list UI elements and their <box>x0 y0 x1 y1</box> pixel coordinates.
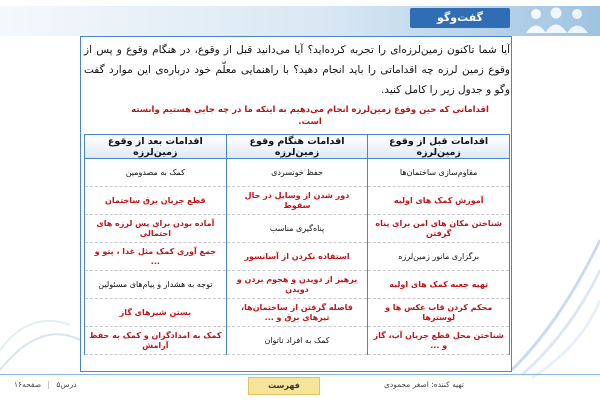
table-cell: شناختن محل قطع جریان آب، گاز و ... <box>368 327 510 355</box>
red-note: اقداماتی که حین وقوع زمین‌لرزه انجام می‌دهیم به اینکه ما در چه جایی هستیم وابسته است. <box>131 105 489 127</box>
author-credit: تهیه کننده: اصغر محمودی <box>384 380 464 389</box>
header-before: اقدامات قبل از وقوع زمین‌لرزه <box>368 135 510 159</box>
table-cell: دور شدن از وسایل در حال سقوط <box>226 187 368 215</box>
table-cell: کمک به افراد ناتوان <box>226 327 368 355</box>
table-cell: آموزش کمک های اولیه <box>368 187 510 215</box>
table-header-row <box>85 135 510 159</box>
table-cell: حفظ خونسردی <box>226 159 368 187</box>
people-icon <box>522 6 592 34</box>
footer-divider <box>0 374 600 375</box>
page-label: صفحه۱۶ <box>14 380 42 389</box>
table-cell: آماده بودن برای پس لرزه های احتمالی <box>85 215 227 243</box>
table-cell: قطع جریان برق ساختمان <box>85 187 227 215</box>
table-cell: پرهیز از دویدن و هجوم بردن و دویدن <box>226 271 368 299</box>
table-cell: تهیه جعبه کمک های اولیه <box>368 271 510 299</box>
table-cell: توجه به هشدار و پیام‌های مسئولین <box>85 271 227 299</box>
table-cell: مقاوم‌سازی ساختمان‌ها <box>368 159 510 187</box>
table-cell: بستن شیرهای گاز <box>85 299 227 327</box>
menu-button[interactable]: فهرست <box>248 377 320 395</box>
table-cell: محکم کردن قاب عکس ها و لوسترها <box>368 299 510 327</box>
table-cell: پناه‌گیری مناسب <box>226 215 368 243</box>
table-cell: جمع آوری کمک مثل غذا ، پتو و ... <box>85 243 227 271</box>
table-body <box>85 159 510 355</box>
table-row <box>85 215 510 243</box>
table-cell: کمک به مصدومین <box>85 159 227 187</box>
table-row <box>85 327 510 355</box>
table-cell: استفاده نکردن از آسانسور <box>226 243 368 271</box>
page-indicator <box>14 380 77 389</box>
lesson-label: درس۵ <box>56 380 77 389</box>
page-title: گفت‌وگو <box>410 8 510 28</box>
decorative-curves-right <box>512 120 600 380</box>
actions-table <box>84 134 510 355</box>
table-row <box>85 159 510 187</box>
footer-separator: | <box>47 380 51 389</box>
header-during: اقدامات هنگام وقوع زمین‌لرزه <box>226 135 368 159</box>
intro-paragraph: آیا شما تاکنون زمین‌لرزه‌ای را تجربه کرده‌اید؟ آیا می‌دانید قبل از وقوع، در هنگام وقوع و پس از وقوع زمین لرزه چه اقداماتی را باید انجام دهید؟ با راهنمایی معلّم خود درباره‌ی این موارد گفت وگو و جدول زیر را کامل کنید. <box>84 44 510 96</box>
table-cell: برگزاری مانور زمین‌لرزه <box>368 243 510 271</box>
table-cell: فاصله گرفتن از ساختمان‌ها، تیرهای برق و ... <box>226 299 368 327</box>
table-row <box>85 243 510 271</box>
table-row <box>85 299 510 327</box>
table-cell: کمک به امدادگران و کمک به حفظ آرامش <box>85 327 227 355</box>
table-row <box>85 187 510 215</box>
header-after: اقدامات بعد از وقوع زمین‌لرزه <box>85 135 227 159</box>
table-cell: شناختن مکان های امن برای پناه گرفتن <box>368 215 510 243</box>
table-row <box>85 271 510 299</box>
decorative-curves-left <box>0 140 80 380</box>
header-banner <box>0 6 600 36</box>
